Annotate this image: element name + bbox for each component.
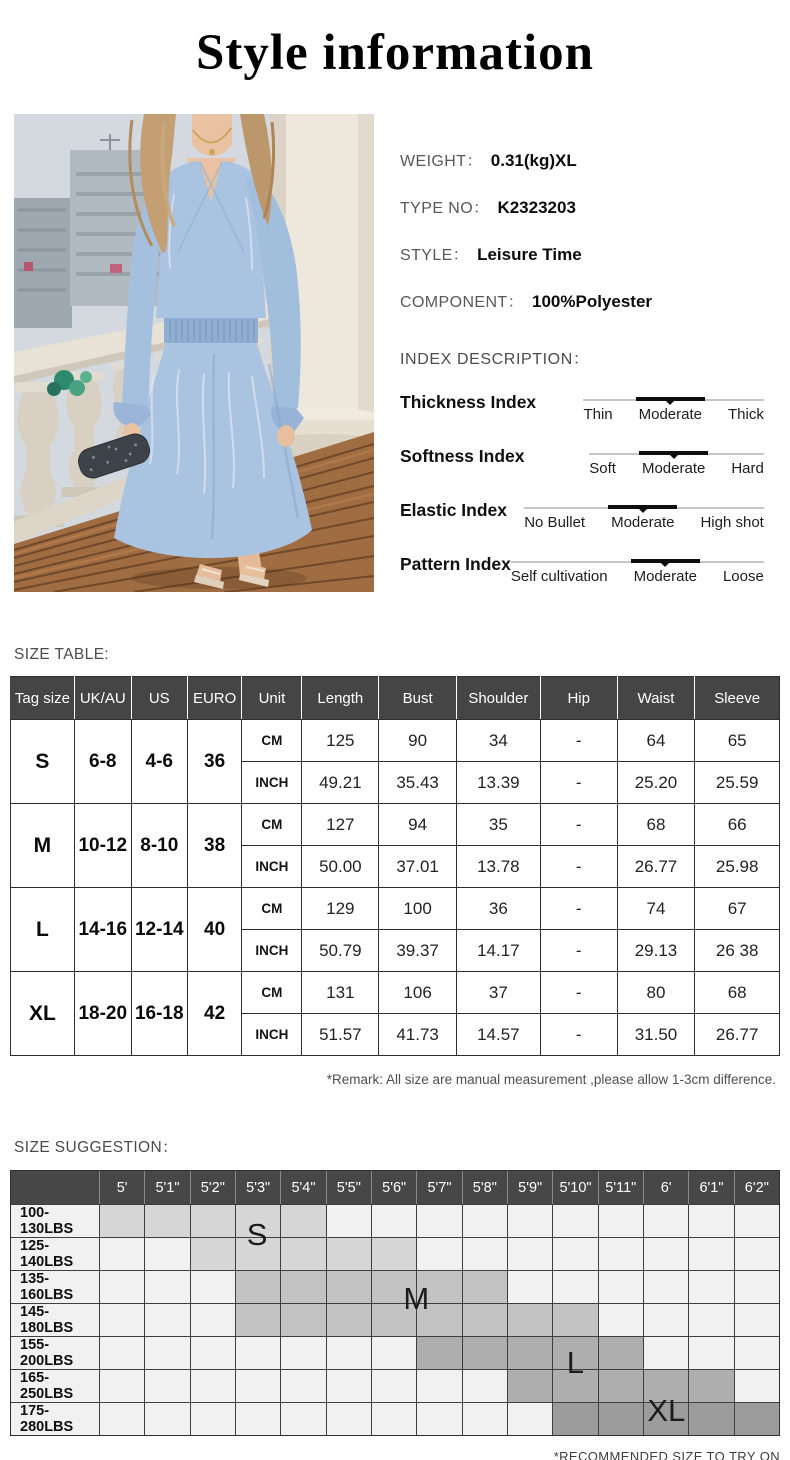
index-level-label: Hard (731, 460, 764, 477)
size-table-header-row (11, 677, 780, 720)
size-grid-cell (552, 1237, 597, 1270)
spec-value: K2323203 (497, 198, 576, 217)
size-grid-cell (507, 1369, 552, 1402)
size-table-column-header: US (131, 677, 187, 720)
size-grid-cell (280, 1402, 325, 1435)
size-table-cell: 100 (379, 888, 457, 930)
size-grid-cell (598, 1237, 643, 1270)
height-column-header: 5'1" (144, 1171, 189, 1204)
size-grid-cell (326, 1204, 371, 1237)
index-level-label: Moderate (634, 568, 697, 585)
product-info (388, 114, 790, 592)
size-table-cell: - (540, 846, 617, 888)
size-table-cell: 34 (456, 720, 540, 762)
size-table-cell: 16-18 (131, 972, 187, 1056)
size-grid-cell (280, 1336, 325, 1369)
size-grid-cell (462, 1204, 507, 1237)
index-level-label: No Bullet (524, 514, 586, 531)
size-grid-cell (280, 1270, 325, 1303)
weight-row-label: 155-200LBS (11, 1336, 99, 1369)
weight-row-label: 100-130LBS (11, 1204, 99, 1237)
size-grid-cell (280, 1237, 325, 1270)
index-name: Pattern Index (400, 554, 511, 574)
size-grid-cell (235, 1369, 280, 1402)
size-table-cell: INCH (242, 1014, 302, 1056)
size-band-label: S (246, 1217, 268, 1252)
size-table-row (11, 720, 780, 762)
index-level-label: Self cultivation (510, 568, 608, 585)
size-table-column-header: Bust (379, 677, 457, 720)
weight-row-label: 175-280LBS (11, 1402, 99, 1435)
size-grid-cell (462, 1336, 507, 1369)
size-table-cell: 14.17 (456, 930, 540, 972)
size-grid-cell (280, 1369, 325, 1402)
size-grid-cell (99, 1369, 144, 1402)
size-table-cell: - (540, 930, 617, 972)
size-table-cell: - (540, 1014, 617, 1056)
index-level-label: Moderate (639, 406, 702, 423)
size-table-cell: CM (242, 888, 302, 930)
size-grid-cell (280, 1303, 325, 1336)
size-table-cell: INCH (242, 762, 302, 804)
size-table-cell: 64 (617, 720, 695, 762)
size-table-cell: 29.13 (617, 930, 695, 972)
size-grid-cell (371, 1204, 416, 1237)
size-table-remark: *Remark: All size are manual measurement ,please allow 1-3cm difference. (326, 1072, 776, 1087)
index-level-label: Loose (722, 568, 764, 585)
top-section (14, 114, 776, 592)
size-table-cell: 14-16 (74, 888, 131, 972)
height-column-header: 5'4" (280, 1171, 325, 1204)
index-row (400, 444, 764, 477)
size-grid-cell (688, 1369, 733, 1402)
size-table-cell: 68 (617, 804, 695, 846)
size-table-cell: 13.39 (456, 762, 540, 804)
size-table-column-header: Tag size (11, 677, 75, 720)
size-grid-cell (462, 1369, 507, 1402)
size-table-cell: - (540, 888, 617, 930)
size-table-cell: 131 (302, 972, 379, 1014)
size-grid-cell (462, 1270, 507, 1303)
size-table-cell: 51.57 (302, 1014, 379, 1056)
size-grid-cell (643, 1336, 688, 1369)
size-table-cell: 26.77 (617, 846, 695, 888)
size-grid-cell (552, 1270, 597, 1303)
size-grid-cell (598, 1270, 643, 1303)
size-grid-cell (507, 1270, 552, 1303)
size-grid-cell (235, 1402, 280, 1435)
size-grid-cell (416, 1204, 461, 1237)
size-table-column-header: Shoulder (456, 677, 540, 720)
index-marker-triangle (669, 454, 679, 464)
size-table-cell: INCH (242, 846, 302, 888)
size-table-column-header: Waist (617, 677, 695, 720)
size-grid-cell (235, 1270, 280, 1303)
size-grid-cell (371, 1402, 416, 1435)
size-table-cell: XL (11, 972, 75, 1056)
size-table-cell: 37 (456, 972, 540, 1014)
index-slider (507, 498, 764, 531)
size-table-cell: 90 (379, 720, 457, 762)
spec-value: 0.31(kg)XL (490, 151, 577, 170)
size-table-cell: 36 (456, 888, 540, 930)
size-table-cell: 67 (695, 888, 780, 930)
size-grid-cell (416, 1402, 461, 1435)
size-table-cell: INCH (242, 930, 302, 972)
size-grid-cell (144, 1336, 189, 1369)
size-grid-cell (326, 1303, 371, 1336)
index-level-label: Moderate (642, 460, 705, 477)
size-grid-cell (552, 1204, 597, 1237)
size-grid-cell (190, 1402, 235, 1435)
index-track (589, 444, 764, 477)
size-table-cell: 10-12 (74, 804, 131, 888)
index-level-label: Thin (583, 406, 613, 423)
size-table-heading: SIZE TABLE: (14, 646, 110, 663)
size-table-cell: 26.77 (695, 1014, 780, 1056)
size-grid-cell (734, 1270, 779, 1303)
size-table-cell: - (540, 720, 617, 762)
height-column-header: 6' (643, 1171, 688, 1204)
size-grid-cell (99, 1270, 144, 1303)
size-grid-cell (235, 1336, 280, 1369)
size-grid-cell (734, 1369, 779, 1402)
spec-row (400, 289, 790, 312)
size-grid-cell (688, 1303, 733, 1336)
size-grid-cell (734, 1402, 779, 1435)
size-table-cell: 49.21 (302, 762, 379, 804)
size-grid-cell (462, 1402, 507, 1435)
size-band-label: XL (647, 1393, 686, 1428)
size-table-cell: L (11, 888, 75, 972)
size-grid-cell (190, 1270, 235, 1303)
size-table-cell: 68 (695, 972, 780, 1014)
size-grid-cell (371, 1237, 416, 1270)
size-grid-cell (326, 1369, 371, 1402)
size-table-cell: 129 (302, 888, 379, 930)
size-table-cell: 26 38 (695, 930, 780, 972)
size-table-cell: 35 (456, 804, 540, 846)
index-marker-triangle (660, 562, 670, 572)
height-column-header: 5'2" (190, 1171, 235, 1204)
size-table-cell: 14.57 (456, 1014, 540, 1056)
size-table (10, 676, 780, 1056)
size-grid-cell (507, 1237, 552, 1270)
size-table-cell: 66 (695, 804, 780, 846)
weight-row-label: 135-160LBS (11, 1270, 99, 1303)
size-grid-cell (507, 1336, 552, 1369)
dress (113, 158, 312, 558)
weight-row-label: 125-140LBS (11, 1237, 99, 1270)
index-rows (400, 390, 790, 585)
size-grid-cell (552, 1402, 597, 1435)
size-table-column-header: Sleeve (695, 677, 780, 720)
height-column-header: 5'5" (326, 1171, 371, 1204)
size-table-cell: 65 (695, 720, 780, 762)
index-description-heading: INDEX DESCRIPTION： (400, 351, 590, 368)
size-grid-cell (688, 1237, 733, 1270)
size-grid-cell (598, 1402, 643, 1435)
size-table-cell: 25.98 (695, 846, 780, 888)
index-track (583, 390, 763, 423)
size-grid-cell (598, 1336, 643, 1369)
size-grid-cell (99, 1402, 144, 1435)
spec-label: COMPONENT： (400, 294, 524, 311)
size-table-cell: 25.20 (617, 762, 695, 804)
size-grid-cell (734, 1237, 779, 1270)
size-grid-cell (99, 1303, 144, 1336)
size-table-cell: 50.79 (302, 930, 379, 972)
index-slider (524, 444, 763, 477)
size-table-row (11, 972, 780, 1014)
size-grid-cell (507, 1204, 552, 1237)
size-grid-cell (144, 1303, 189, 1336)
spec-label: STYLE： (400, 247, 470, 264)
size-grid-cell (144, 1402, 189, 1435)
size-table-cell: 6-8 (74, 720, 131, 804)
size-grid-cell (643, 1204, 688, 1237)
size-table-cell: 127 (302, 804, 379, 846)
size-grid-cell (326, 1237, 371, 1270)
weight-row-label: 165-250LBS (11, 1369, 99, 1402)
size-table-cell: S (11, 720, 75, 804)
size-table-cell: 4-6 (131, 720, 187, 804)
size-table-cell: 18-20 (74, 972, 131, 1056)
size-table-body (11, 720, 780, 1056)
size-table-cell: 125 (302, 720, 379, 762)
size-grid-cell (598, 1303, 643, 1336)
size-suggestion-footnote: *RECOMMENDED SIZE TO TRY ON (553, 1449, 780, 1460)
size-table-cell: M (11, 804, 75, 888)
spec-value: 100%Polyester (532, 292, 653, 311)
size-table-column-header: EURO (187, 677, 242, 720)
size-grid-cell (462, 1303, 507, 1336)
size-grid-cell (326, 1402, 371, 1435)
height-column-header: 6'2" (734, 1171, 779, 1204)
size-grid-cell (507, 1303, 552, 1336)
size-table-cell: - (540, 804, 617, 846)
product-specs (400, 148, 790, 312)
size-grid-cell (507, 1402, 552, 1435)
index-level-label: Soft (589, 460, 616, 477)
size-table-row (11, 804, 780, 846)
size-grid-cell (280, 1204, 325, 1237)
index-level-label: Moderate (611, 514, 674, 531)
size-table-cell: 13.78 (456, 846, 540, 888)
size-grid-cell (643, 1303, 688, 1336)
index-row (400, 390, 764, 423)
size-suggestion-heading: SIZE SUGGESTION： (14, 1139, 179, 1156)
height-column-header: 5'10" (552, 1171, 597, 1204)
height-column-header: 6'1" (688, 1171, 733, 1204)
size-band-label: L (566, 1345, 585, 1380)
size-grid-cell (734, 1303, 779, 1336)
index-slider (536, 390, 764, 423)
weight-row-label: 145-180LBS (11, 1303, 99, 1336)
size-grid-cell (190, 1303, 235, 1336)
size-grid-cell (416, 1369, 461, 1402)
size-table-cell: CM (242, 804, 302, 846)
size-grid-cell (598, 1204, 643, 1237)
size-table-cell: 31.50 (617, 1014, 695, 1056)
size-table-cell: 35.43 (379, 762, 457, 804)
height-column-header: 5' (99, 1171, 144, 1204)
index-row (400, 552, 764, 585)
size-grid-cell (734, 1336, 779, 1369)
height-column-header: 5'8" (462, 1171, 507, 1204)
size-table-column-header: Length (302, 677, 379, 720)
size-grid-cell (371, 1336, 416, 1369)
spec-row (400, 148, 790, 171)
size-grid-cell (462, 1237, 507, 1270)
index-slider (511, 552, 764, 585)
size-table-cell: CM (242, 720, 302, 762)
index-marker-triangle (638, 508, 648, 518)
size-grid-cell (190, 1336, 235, 1369)
size-grid-cell (99, 1204, 144, 1237)
size-grid-cell (144, 1369, 189, 1402)
spec-row (400, 195, 790, 218)
size-grid-cell (598, 1369, 643, 1402)
size-table-column-header: Unit (242, 677, 302, 720)
index-level-label: High shot (700, 514, 764, 531)
size-grid-cell (734, 1204, 779, 1237)
index-level-label: Thick (728, 406, 764, 423)
size-grid-cell (190, 1237, 235, 1270)
size-grid-cell (326, 1270, 371, 1303)
size-grid-cell (416, 1237, 461, 1270)
height-column-header: 5'3" (235, 1171, 280, 1204)
size-suggestion-chart (10, 1170, 780, 1436)
size-table-cell: 50.00 (302, 846, 379, 888)
size-table-cell: 41.73 (379, 1014, 457, 1056)
index-track (511, 552, 764, 585)
size-table-cell: 37.01 (379, 846, 457, 888)
height-column-header: 5'6" (371, 1171, 416, 1204)
height-column-header: 5'7" (416, 1171, 461, 1204)
size-grid-cell (688, 1204, 733, 1237)
size-grid-cell (643, 1270, 688, 1303)
spec-value: Leisure Time (477, 245, 582, 264)
size-grid-cell (326, 1336, 371, 1369)
size-table-cell: - (540, 972, 617, 1014)
size-table-cell: 40 (187, 888, 242, 972)
size-table-cell: 36 (187, 720, 242, 804)
size-table-cell: CM (242, 972, 302, 1014)
product-photo-illustration (14, 114, 374, 592)
size-table-cell: 42 (187, 972, 242, 1056)
spec-label: WEIGHT： (400, 153, 483, 170)
size-table-cell: 25.59 (695, 762, 780, 804)
index-name: Thickness Index (400, 392, 537, 412)
size-table-cell: 94 (379, 804, 457, 846)
size-grid-corner (11, 1171, 99, 1204)
page-title: Style information (195, 25, 595, 81)
size-table-cell: 74 (617, 888, 695, 930)
size-grid-cell (688, 1336, 733, 1369)
size-table-cell: 12-14 (131, 888, 187, 972)
size-grid-cell (144, 1270, 189, 1303)
size-grid-cell (552, 1303, 597, 1336)
index-row (400, 498, 764, 531)
size-table-cell: 39.37 (379, 930, 457, 972)
size-grid-cell (416, 1336, 461, 1369)
index-marker-triangle (665, 400, 675, 410)
size-table-cell: 80 (617, 972, 695, 1014)
size-grid-cell (688, 1402, 733, 1435)
size-grid-cell (99, 1237, 144, 1270)
size-grid-cell (190, 1204, 235, 1237)
index-track (524, 498, 764, 531)
spec-label: TYPE NO： (400, 200, 490, 217)
size-grid-cell (688, 1270, 733, 1303)
size-table-column-header: Hip (540, 677, 617, 720)
height-column-header: 5'9" (507, 1171, 552, 1204)
size-grid-cell (144, 1237, 189, 1270)
size-table-cell: - (540, 762, 617, 804)
height-column-header: 5'11" (598, 1171, 643, 1204)
size-band-label: M (403, 1281, 430, 1316)
index-name: Softness Index (400, 446, 525, 466)
spec-row (400, 242, 790, 265)
size-table-row (11, 888, 780, 930)
size-grid-cell (371, 1369, 416, 1402)
size-table-cell: 38 (187, 804, 242, 888)
size-grid-cell (190, 1369, 235, 1402)
size-table-column-header: UK/AU (74, 677, 131, 720)
product-photo (14, 114, 374, 592)
index-name: Elastic Index (400, 500, 507, 520)
size-grid-cell (643, 1237, 688, 1270)
size-table-cell: 8-10 (131, 804, 187, 888)
size-table-cell: 106 (379, 972, 457, 1014)
size-grid-cell (99, 1336, 144, 1369)
size-grid-cell (144, 1204, 189, 1237)
size-grid-cell (235, 1303, 280, 1336)
